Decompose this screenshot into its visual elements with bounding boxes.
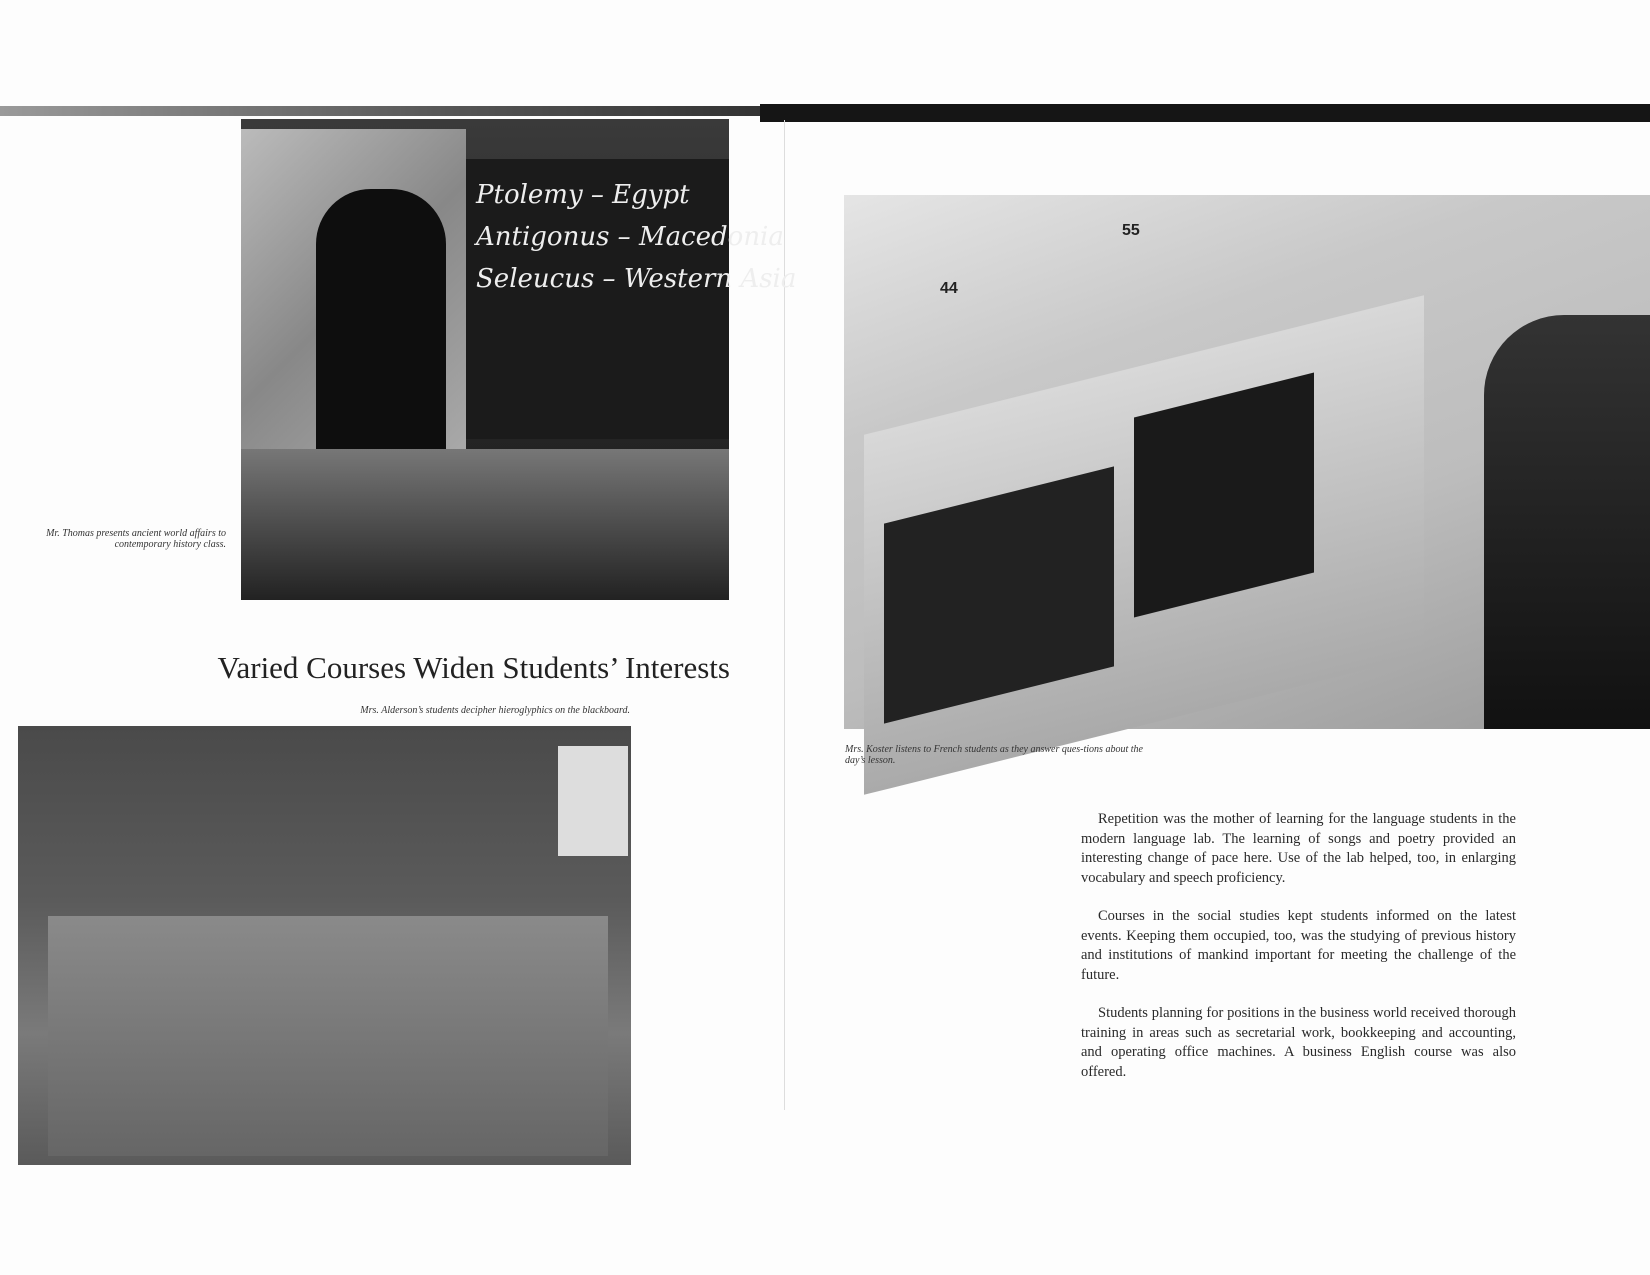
- wall-chart: [558, 746, 628, 856]
- scan-edge-right: [760, 104, 1650, 122]
- booth-number: 55: [1122, 222, 1140, 239]
- caption-language-lab: Mrs. Koster listens to French students as they answer ques-tions about the day’s lesson.: [845, 744, 1143, 766]
- paragraph: Repetition was the mother of learning for the language students in the modern language lab. The learning of songs and poetry provided an interesting change of pace here. Use of the lab helped, too, in enlarging vocabulary and speech proficiency.: [1081, 811, 1516, 886]
- paragraph: Courses in the social studies kept students informed on the latest events. Keeping them occupied, too, was the studying of previous history and institutions of mankind important for meeting the challenge of the future.: [1081, 908, 1516, 983]
- students-figures: [241, 449, 729, 600]
- caption-history-class: Mr. Thomas presents ancient world affairs to contemporary history class.: [46, 528, 226, 550]
- booth-number: 44: [940, 280, 958, 297]
- scan-edge-left: [0, 106, 760, 116]
- students-desks: [48, 916, 608, 1156]
- photo-hieroglyphics-class: [18, 726, 631, 1165]
- article-body: [1081, 810, 1516, 1101]
- photo-history-class: [241, 119, 797, 600]
- paragraph: Students planning for positions in the business world received thorough training in areas such as secretarial work, bookkeeping and accounting, and operating office machines. A business English course was also offered.: [1081, 1005, 1516, 1080]
- teacher-figure: [1484, 315, 1650, 729]
- blackboard-writing: Ptolemy – Egypt Antigonus – Macedonia Seleucus – Western Asia: [476, 180, 797, 294]
- caption-hieroglyphics: Mrs. Alderson’s students decipher hieroglyphics on the blackboard.: [360, 705, 630, 716]
- photo-language-lab: [844, 195, 1650, 729]
- page-heading: Varied Courses Widen Students’ Interests: [217, 650, 730, 685]
